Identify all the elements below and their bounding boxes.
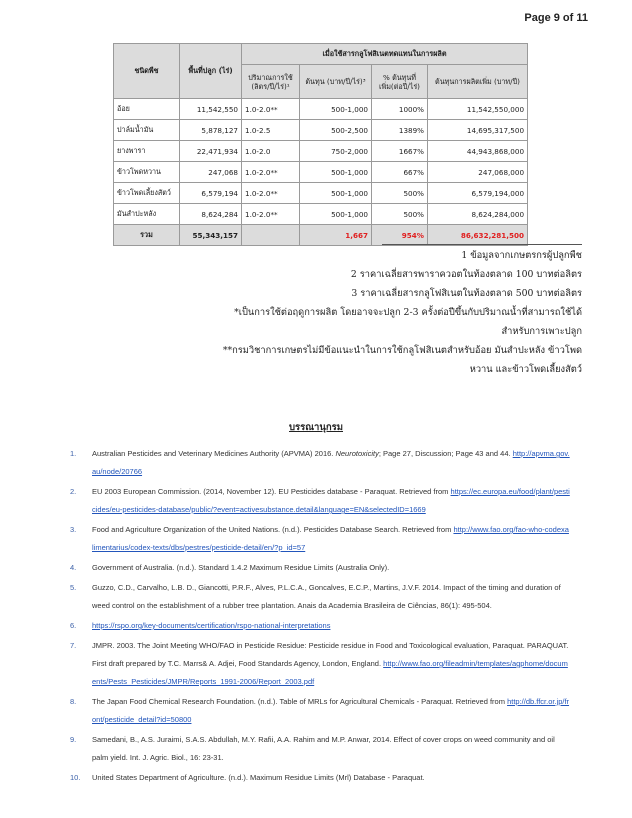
cell-pct: 1389% — [372, 120, 428, 141]
reference-item — [70, 617, 570, 635]
cell-usage: 1.0-2.0 — [242, 141, 300, 162]
cell-cost: 500-1,000 — [300, 183, 372, 204]
total-usage — [242, 225, 300, 246]
cell-area: 6,579,194 — [180, 183, 242, 204]
cell-usage: 1.0-2.0** — [242, 162, 300, 183]
cell-usage: 1.0-2.0** — [242, 204, 300, 225]
cell-cost: 500-1,000 — [300, 162, 372, 183]
reference-item — [70, 731, 570, 767]
cell-crop: ข้าวโพดเลี้ยงสัตว์ — [114, 183, 180, 204]
reference-text: Samedani, B., A.S. Juraimi, S.A.S. Abdullah, M.Y. Rafii, A.A. Rahim and M.P. Anwar, 2014. Effect of cover crops on weed community and oil palm yield. Int. J. Agric. Biol., 16: 23-31. — [92, 735, 555, 762]
header-crop: ชนิดพืช — [114, 44, 180, 99]
cell-crop: ปาล์มน้ำมัน — [114, 120, 180, 141]
header-pct: % ต้นทุนที่เพิ่ม(ต่อปี/ไร่) — [372, 65, 428, 99]
reference-number: 8. — [70, 697, 77, 706]
references-list — [70, 445, 570, 789]
reference-text: JMPR. 2003. The Joint Meeting WHO/FAO in Pesticide Residue: Pesticide residue in Food and Toxicological evaluation, Paraquat. PARAQUAT. First draft prepared by T.C. Marrs& A. Adjei, Food Standards Agency, London, England. — [92, 641, 569, 668]
cell-crop: อ้อย — [114, 99, 180, 120]
table-row — [114, 120, 528, 141]
reference-text: Government of Australia. (n.d.). Standard 1.4.2 Maximum Residue Limits (Australia Only). — [92, 563, 390, 572]
header-area: พื้นที่ปลูก (ไร่) — [180, 44, 242, 99]
note-line: 2 ราคาเฉลี่ยสารพาราควอตในท้องตลาด 100 บาทต่อลิตร — [350, 269, 582, 280]
cell-area: 5,878,127 — [180, 120, 242, 141]
reference-item — [70, 579, 570, 615]
reference-link[interactable]: http://www.fao.org/fileadmin/templates/agphome/documents/Pests_Pesticides/JMPR/Reports_1991-2006/Report_2003.pdf — [92, 659, 568, 686]
reference-number: 3. — [70, 525, 77, 534]
note-line: หวาน และข้าวโพดเลี้ยงสัตว์ — [469, 364, 582, 375]
reference-item — [70, 483, 570, 519]
total-production-cost: 86,632,281,500 — [428, 225, 528, 246]
note-line: *เป็นการใช้ต่อฤดูการผลิต โดยอาจจะปลูก 2-3 ครั้งต่อปีขึ้นกับปริมาณน้ำที่สามารถใช้ได้ — [234, 307, 582, 318]
reference-number: 9. — [70, 735, 77, 744]
table-row — [114, 183, 528, 204]
cell-area: 8,624,284 — [180, 204, 242, 225]
reference-link[interactable]: https://ec.europa.eu/food/plant/pesticides/eu-pesticides-database/public/?event=activesubstance.detail&language=EN&selectedID=1669 — [92, 487, 570, 514]
reference-text: United States Department of Agriculture. (n.d.). Maximum Residue Limits (Mrl) Database - Paraquat. — [92, 773, 425, 782]
cell-pct: 667% — [372, 162, 428, 183]
reference-text-cont: ; Page 27, Discussion; Page 43 and 44. — [378, 449, 511, 458]
reference-text: Food and Agriculture Organization of the United Nations. (n.d.). Pesticides Database Search. Retrieved from — [92, 525, 452, 534]
reference-number: 1. — [70, 449, 77, 458]
header-cost: ต้นทุน (บาท/ปี/ไร่)³ — [300, 65, 372, 99]
reference-item — [70, 521, 570, 557]
cell-total: 11,542,550,000 — [428, 99, 528, 120]
table-row — [114, 99, 528, 120]
cell-cost: 500-1,000 — [300, 99, 372, 120]
note-line: 3 ราคาเฉลี่ยสารกลูโฟสิเนตในท้องตลาด 500 บาทต่อลิตร — [351, 288, 582, 299]
cost-table-container — [113, 43, 527, 246]
reference-number: 6. — [70, 621, 77, 630]
reference-item — [70, 637, 570, 691]
cell-crop: ยางพารา — [114, 141, 180, 162]
reference-text: Australian Pesticides and Veterinary Medicines Authority (APVMA) 2016. — [92, 449, 336, 458]
cell-area: 247,068 — [180, 162, 242, 183]
cell-total: 8,624,284,000 — [428, 204, 528, 225]
cell-area: 11,542,550 — [180, 99, 242, 120]
cell-crop: มันสำปะหลัง — [114, 204, 180, 225]
cell-cost: 500-2,500 — [300, 120, 372, 141]
cell-total: 44,943,868,000 — [428, 141, 528, 162]
total-pct: 954% — [372, 225, 428, 246]
cell-cost: 750-2,000 — [300, 141, 372, 162]
references-title: บรรณานุกรม — [289, 422, 343, 433]
cell-pct: 500% — [372, 183, 428, 204]
note-line: สำหรับการเพาะปลูก — [501, 326, 582, 337]
note-line: **กรมวิชาการเกษตรไม่มีข้อแนะนำในการใช้กลูโฟสิเนตสำหรับอ้อย มันสำปะหลัง ข้าวโพด — [222, 345, 582, 356]
reference-link[interactable]: http://db.ffcr.or.jp/front/pesticide_detail?id=50800 — [92, 697, 570, 724]
reference-number: 4. — [70, 563, 77, 572]
cell-pct: 500% — [372, 204, 428, 225]
reference-item — [70, 445, 570, 481]
reference-link[interactable]: http://www.fao.org/fao-who-codexalimentarius/codex-texts/dbs/pestres/pesticide-detail/en/?p_id=57 — [92, 525, 569, 552]
cell-pct: 1667% — [372, 141, 428, 162]
reference-number: 5. — [70, 583, 77, 592]
header-usage: ปริมาณการใช้ (ลิตร/ปี/ไร่)¹ — [242, 65, 300, 99]
cell-total: 14,695,317,500 — [428, 120, 528, 141]
reference-number: 7. — [70, 641, 77, 650]
cell-cost: 500-1,000 — [300, 204, 372, 225]
reference-item — [70, 693, 570, 729]
cost-table — [113, 43, 528, 246]
header-group: เมื่อใช้สารกลูโฟสิเนตทดแทนในการผลิต — [242, 44, 528, 65]
reference-link[interactable]: http://apvma.gov.au/node/20766 — [92, 449, 570, 476]
table-row — [114, 162, 528, 183]
reference-text: The Japan Food Chemical Research Foundation. (n.d.). Table of MRLs for Agricultural Chemicals - Paraquat. Retrieved from — [92, 697, 505, 706]
total-cost: 1,667 — [300, 225, 372, 246]
reference-italic: Neurotoxicity — [335, 449, 379, 458]
cell-usage: 1.0-2.5 — [242, 120, 300, 141]
cell-usage: 1.0-2.0** — [242, 183, 300, 204]
cell-crop: ข้าวโพดหวาน — [114, 162, 180, 183]
cell-total: 247,068,000 — [428, 162, 528, 183]
notes-divider — [382, 244, 582, 245]
reference-item — [70, 559, 570, 577]
cell-usage: 1.0-2.0** — [242, 99, 300, 120]
cell-total: 6,579,194,000 — [428, 183, 528, 204]
table-notes — [222, 246, 582, 379]
cell-pct: 1000% — [372, 99, 428, 120]
table-row — [114, 204, 528, 225]
reference-number: 10. — [70, 773, 81, 782]
note-line: 1 ข้อมูลจากเกษตรกรผู้ปลูกพืช — [461, 250, 582, 261]
page-number: Page 9 of 11 — [524, 12, 588, 24]
reference-link[interactable]: https://rspo.org/key-documents/certification/rspo-national-interpretations — [92, 621, 331, 630]
reference-text: EU 2003 European Commission. (2014, November 12). EU Pesticides database - Paraquat. Retrieved from — [92, 487, 449, 496]
total-label: รวม — [114, 225, 180, 246]
reference-text: Guzzo, C.D., Carvalho, L.B. D., Giancotti, P.R.F., Alves, P.L.C.A., Goncalves, E.C.P., Martins, J.V.F. 2014. Impact of the timing and duration of weed control on the establishment of a rubber tree plantation. Anais da Academia Brasileira de Ciências, 86(1): 495-504. — [92, 583, 561, 610]
total-area: 55,343,157 — [180, 225, 242, 246]
header-total-cost: ต้นทุนการผลิตเพิ่ม (บาท/ปี) — [428, 65, 528, 99]
cell-area: 22,471,934 — [180, 141, 242, 162]
table-total-row — [114, 225, 528, 246]
table-row — [114, 141, 528, 162]
reference-number: 2. — [70, 487, 77, 496]
reference-item — [70, 769, 570, 787]
table-body — [114, 99, 528, 246]
